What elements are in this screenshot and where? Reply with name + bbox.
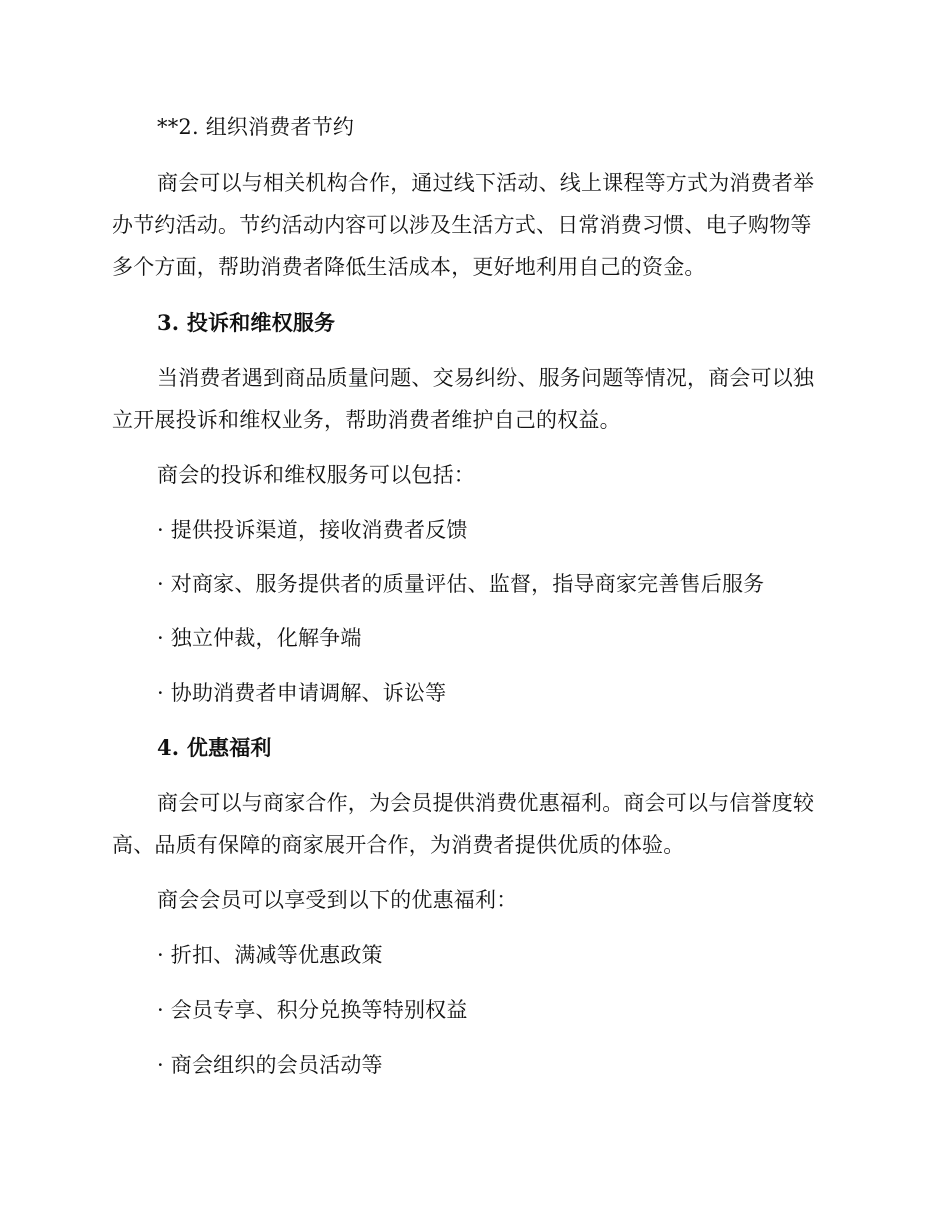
paragraph-line: 办节约活动。节约活动内容可以涉及生活方式、日常消费习惯、电子购物等 [112,213,812,237]
paragraph-line: 商会可以与相关机构合作，通过线下活动、线上课程等方式为消费者举 [157,171,815,195]
paragraph-line: 当消费者遇到商品质量问题、交易纠纷、服务问题等情况，商会可以独 [157,366,815,390]
paragraph-line: 高、品质有保障的商家展开合作，为消费者提供优质的体验。 [112,833,685,857]
list-item: · 对商家、服务提供者的质量评估、监督，指导商家完善售后服务 [157,572,765,596]
paragraph-line: 多个方面，帮助消费者降低生活成本，更好地利用自己的资金。 [112,255,706,279]
paragraph-line: 商会可以与商家合作，为会员提供消费优惠福利。商会可以与信誉度较 [157,791,815,815]
paragraph-line: 立开展投诉和维权业务，帮助消费者维护自己的权益。 [112,408,621,432]
section-heading-4: 4. 优惠福利 [157,735,272,760]
list-item: · 独立仲裁，化解争端 [157,626,362,650]
list-item: · 协助消费者申请调解、诉讼等 [157,681,447,705]
list-item: · 提供投诉渠道，接收消费者反馈 [157,518,468,542]
list-item: · 会员专享、积分兑换等特别权益 [157,998,468,1022]
list-item: · 折扣、满减等优惠政策 [157,943,383,967]
paragraph-line: 商会的投诉和维权服务可以包括： [157,463,475,487]
section-heading-2: **2. 组织消费者节约 [157,115,355,139]
section-heading-3: 3. 投诉和维权服务 [157,310,336,335]
list-item: · 商会组织的会员活动等 [157,1053,383,1077]
paragraph-line: 商会会员可以享受到以下的优惠福利： [157,888,518,912]
